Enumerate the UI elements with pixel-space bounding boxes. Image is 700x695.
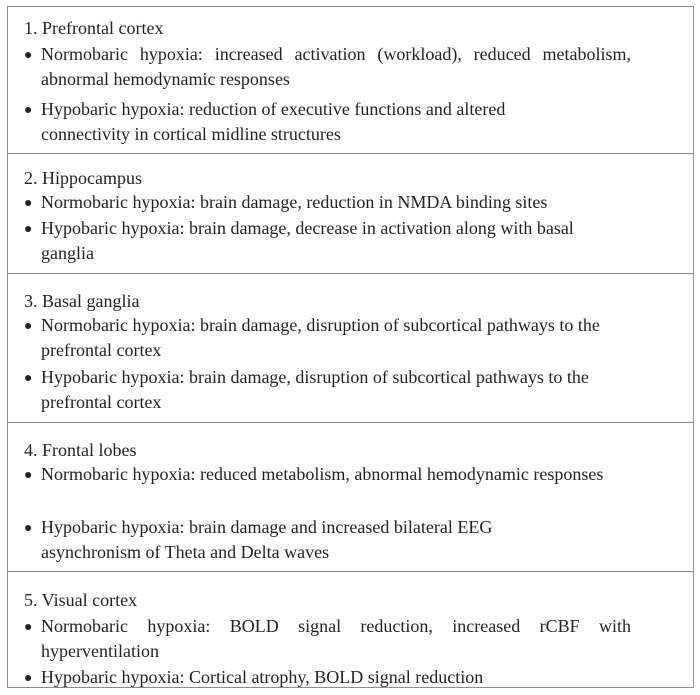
list-item: Normobaric hypoxia: brain damage, reduction in NMDA binding sites [41,192,548,212]
bullet-icon: ● [24,521,33,536]
row-heading: 4. Frontal lobes [24,440,137,460]
table-row [8,7,693,153]
row-heading: 5. Visual cortex [24,590,138,610]
bullet-icon: ● [24,103,33,118]
row-heading: 3. Basal ganglia [24,291,140,311]
row-heading: 2. Hippocampus [24,168,142,188]
bullet-icon: ● [24,48,33,63]
bullet-icon: ● [24,468,33,483]
list-item: Normobaric hypoxia: brain damage, disruption of subcortical pathways to the prefrontal cortex [41,315,600,360]
list-item: Normobaric hypoxia: BOLD signal reduction, increased rCBF with hyperventilation [41,616,631,661]
list-item: Hypobaric hypoxia: brain damage, decrease in activation along with basal ganglia [41,218,574,263]
table-row [8,273,693,422]
list-item: Normobaric hypoxia: increased activation (workload), reduced metabolism, abnormal hemodynamic responses [41,44,631,89]
list-item: Hypobaric hypoxia: brain damage and increased bilateral EEG asynchronism of Theta and Delta waves [41,517,493,562]
bullet-icon: ● [24,671,33,686]
row-heading: 1. Prefrontal cortex [24,18,164,38]
list-item: Normobaric hypoxia: reduced metabolism, abnormal hemodynamic responses [41,464,604,484]
bullet-icon: ● [24,196,33,211]
bullet-icon: ● [24,371,33,386]
brain-regions-table [7,6,694,688]
list-item: Hypobaric hypoxia: Cortical atrophy, BOLD signal reduction [41,667,484,687]
table-row [8,571,693,687]
list-item: Hypobaric hypoxia: brain damage, disruption of subcortical pathways to the prefrontal cortex [41,367,589,412]
list-item: Hypobaric hypoxia: reduction of executive functions and altered connectivity in cortical midline structures [41,99,506,144]
table-row [8,153,693,273]
bullet-icon: ● [24,222,33,237]
bullet-icon: ● [24,620,33,635]
bullet-icon: ● [24,319,33,334]
table-row [8,422,693,571]
